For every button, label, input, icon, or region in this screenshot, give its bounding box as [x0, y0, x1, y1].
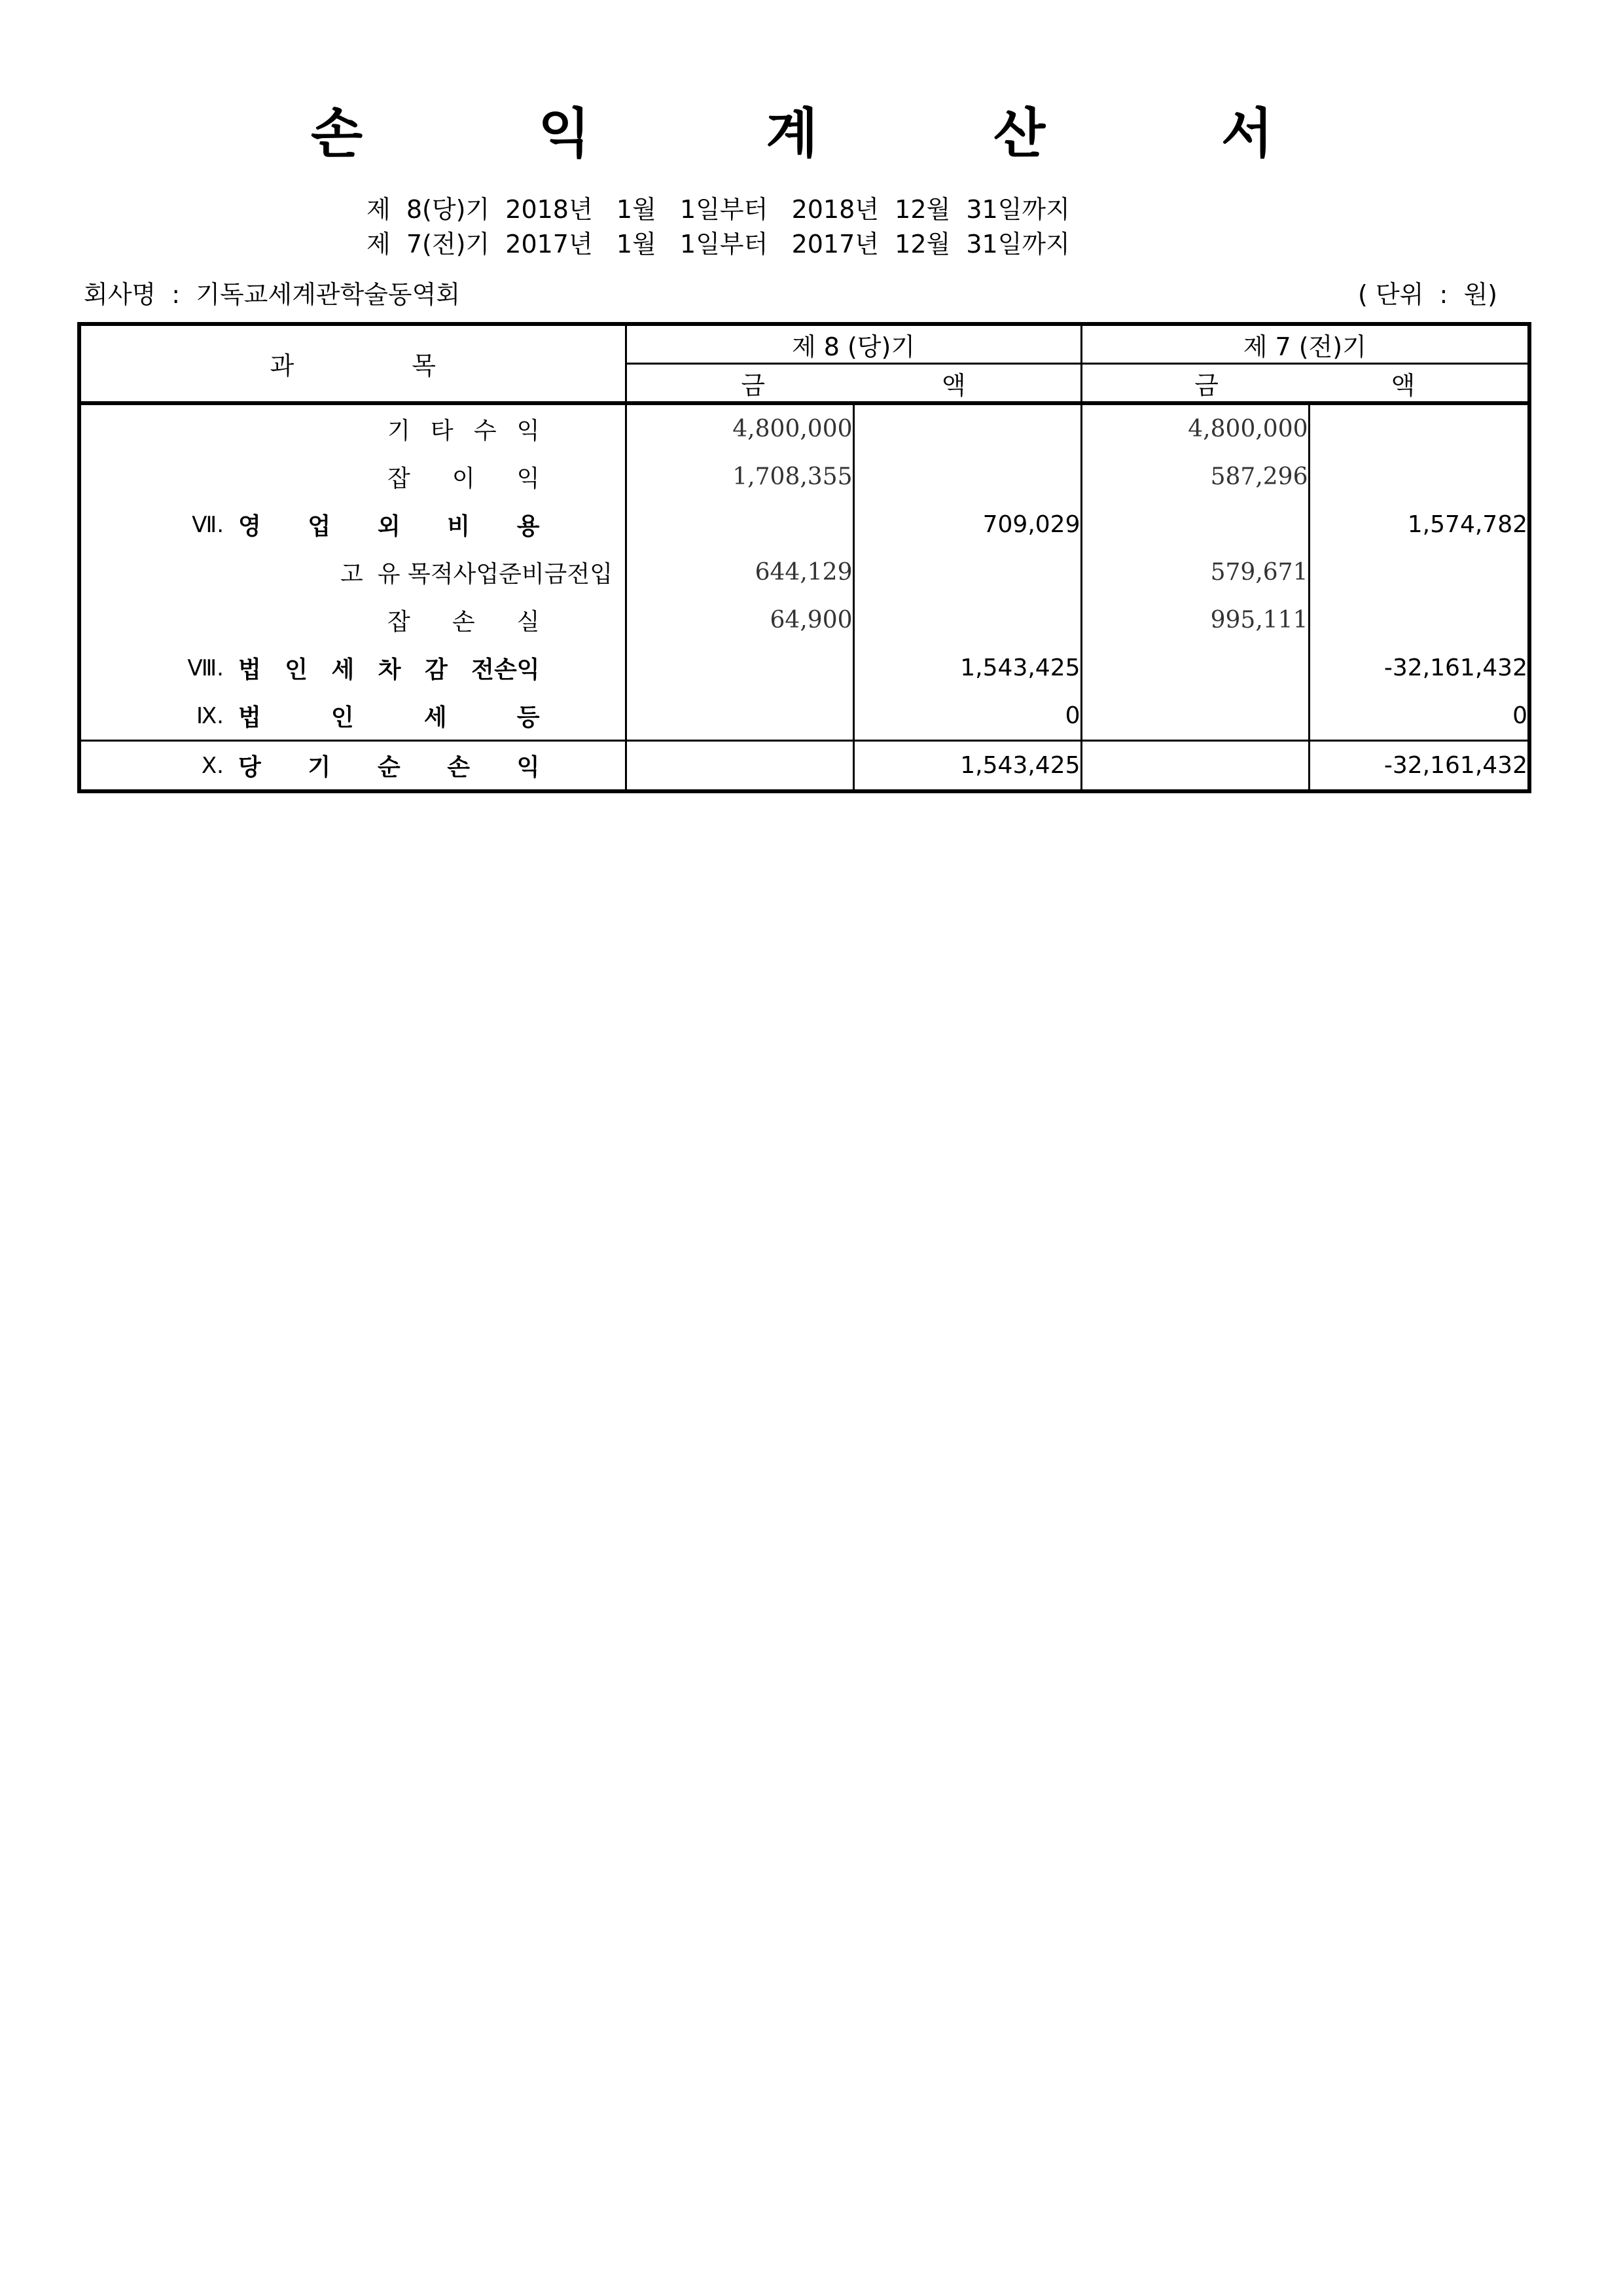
- row-label-part: 등: [516, 704, 540, 731]
- current-subtotal-cell: [626, 501, 853, 548]
- previous-total-cell: [1309, 453, 1529, 501]
- row-label-part: 잡: [387, 465, 410, 492]
- previous-subtotal-cell: [1081, 501, 1309, 548]
- previous-total-cell: 1,574,782: [1407, 511, 1527, 538]
- row-label-part: 외: [377, 513, 401, 540]
- row-label-part: 세: [331, 656, 355, 683]
- current-subtotal-cell: [626, 692, 853, 741]
- header-current-period: 제 8 (당)기: [626, 324, 1081, 364]
- row-roman-numeral: Ⅸ.: [196, 702, 224, 729]
- row-label-part: 영: [238, 513, 261, 540]
- row-label-part: 순: [377, 754, 401, 781]
- previous-total-cell: [1309, 548, 1529, 596]
- header-subject: [79, 324, 626, 403]
- row-roman-numeral: Ⅹ.: [201, 752, 224, 779]
- row-subject: [79, 501, 626, 548]
- row-label-part: 용: [516, 513, 540, 540]
- previous-total-cell: -32,161,432: [1309, 741, 1529, 792]
- row-roman-numeral: Ⅷ.: [187, 655, 224, 681]
- row-subject: [79, 644, 626, 692]
- row-subject: [79, 741, 626, 792]
- previous-subtotal-cell: 995,111: [1081, 596, 1309, 644]
- row-label-part: 익: [516, 418, 540, 444]
- row-label-part: 타: [430, 418, 454, 444]
- current-total-cell: 0: [853, 692, 1081, 741]
- header-subject-char: 과: [270, 351, 294, 380]
- income-statement-table: [77, 322, 1531, 793]
- amount-char: 금: [1194, 370, 1219, 400]
- row-label-part: 손: [452, 609, 475, 636]
- previous-subtotal-cell: [1081, 644, 1309, 692]
- current-total-cell: 709,029: [853, 501, 1081, 548]
- row-label-part: 당: [238, 754, 261, 781]
- current-total-cell: 1,543,425: [853, 741, 1081, 792]
- row-label-part: 기: [387, 418, 410, 444]
- current-subtotal-cell: 4,800,000: [626, 403, 853, 453]
- previous-total-cell: [1309, 596, 1529, 644]
- row-label-part: 법: [238, 656, 261, 683]
- table-row: [79, 692, 1529, 741]
- amount-char: 액: [941, 370, 966, 400]
- current-subtotal-cell: 1,708,355: [626, 453, 853, 501]
- row-label-part: 차: [378, 656, 401, 683]
- current-total-cell: [853, 548, 1081, 596]
- row-label-part: 기: [308, 754, 331, 781]
- current-subtotal-cell: [626, 741, 853, 792]
- current-total-cell: [853, 453, 1081, 501]
- row-label-part: 세: [423, 704, 447, 731]
- row-label-part: 고: [340, 561, 363, 588]
- row-label-part: 수: [473, 418, 497, 444]
- row-label-part: 인: [330, 704, 354, 731]
- row-subject: [79, 548, 626, 596]
- amount-char: 금: [741, 370, 766, 400]
- table-row: [79, 741, 1529, 792]
- row-label-part: 비: [447, 513, 471, 540]
- current-subtotal-cell: [626, 644, 853, 692]
- header-previous-period: 제 7 (전)기: [1081, 324, 1529, 364]
- previous-total-cell: 0: [1512, 702, 1527, 729]
- row-label-part: 감: [424, 656, 448, 683]
- header-previous-amount: [1081, 364, 1529, 404]
- previous-subtotal-cell: [1081, 741, 1309, 792]
- header-subject-char: 목: [412, 351, 436, 380]
- row-label-part: 익: [516, 754, 540, 781]
- period-previous: 제 7(전)기 2017년 1월 1일부터 2017년 12월 31일까지: [366, 230, 1070, 259]
- row-subject: [79, 453, 626, 501]
- row-subject: [79, 596, 626, 644]
- previous-total-cell: [1309, 403, 1529, 453]
- row-label-part: 익: [516, 465, 540, 492]
- row-label-part: 전손익: [471, 656, 540, 683]
- statement-body: [79, 403, 1529, 791]
- row-label-part: 실: [516, 609, 540, 636]
- row-subject: [79, 403, 626, 453]
- row-label-part: 업: [308, 513, 331, 540]
- period-current: 제 8(당)기 2018년 1월 1일부터 2018년 12월 31일까지: [366, 195, 1070, 224]
- amount-char: 액: [1391, 370, 1416, 400]
- row-label-part: 인: [285, 656, 308, 683]
- table-row: [79, 548, 1529, 596]
- current-total-cell: [853, 403, 1081, 453]
- current-total-cell: [853, 596, 1081, 644]
- company-name: 회사명 : 기독교세계관학술동역회: [84, 280, 461, 309]
- row-label-part: 이: [452, 465, 475, 492]
- row-label-part: 잡: [387, 609, 410, 636]
- previous-subtotal-cell: 587,296: [1081, 453, 1309, 501]
- current-total-cell: 1,543,425: [853, 644, 1081, 692]
- table-row: [79, 596, 1529, 644]
- table-row: [79, 453, 1529, 501]
- table-row: [79, 644, 1529, 692]
- current-subtotal-cell: 644,129: [626, 548, 853, 596]
- current-subtotal-cell: 64,900: [626, 596, 853, 644]
- header-current-amount: [626, 364, 1081, 404]
- row-label-part: 법: [238, 704, 261, 731]
- table-row: [79, 403, 1529, 453]
- unit-label: ( 단위 : 원): [1358, 280, 1497, 309]
- row-subject: [79, 692, 626, 741]
- previous-subtotal-cell: 579,671: [1081, 548, 1309, 596]
- row-label-part: 손: [447, 754, 471, 781]
- table-row: [79, 501, 1529, 548]
- previous-total-cell: -32,161,432: [1383, 655, 1527, 681]
- document-title: 손 익 계 산 서: [310, 103, 1352, 165]
- previous-subtotal-cell: 4,800,000: [1081, 403, 1309, 453]
- row-label-part: 유 목적사업준비금전입: [377, 561, 613, 588]
- previous-subtotal-cell: [1081, 692, 1309, 741]
- row-roman-numeral: Ⅶ.: [192, 511, 224, 538]
